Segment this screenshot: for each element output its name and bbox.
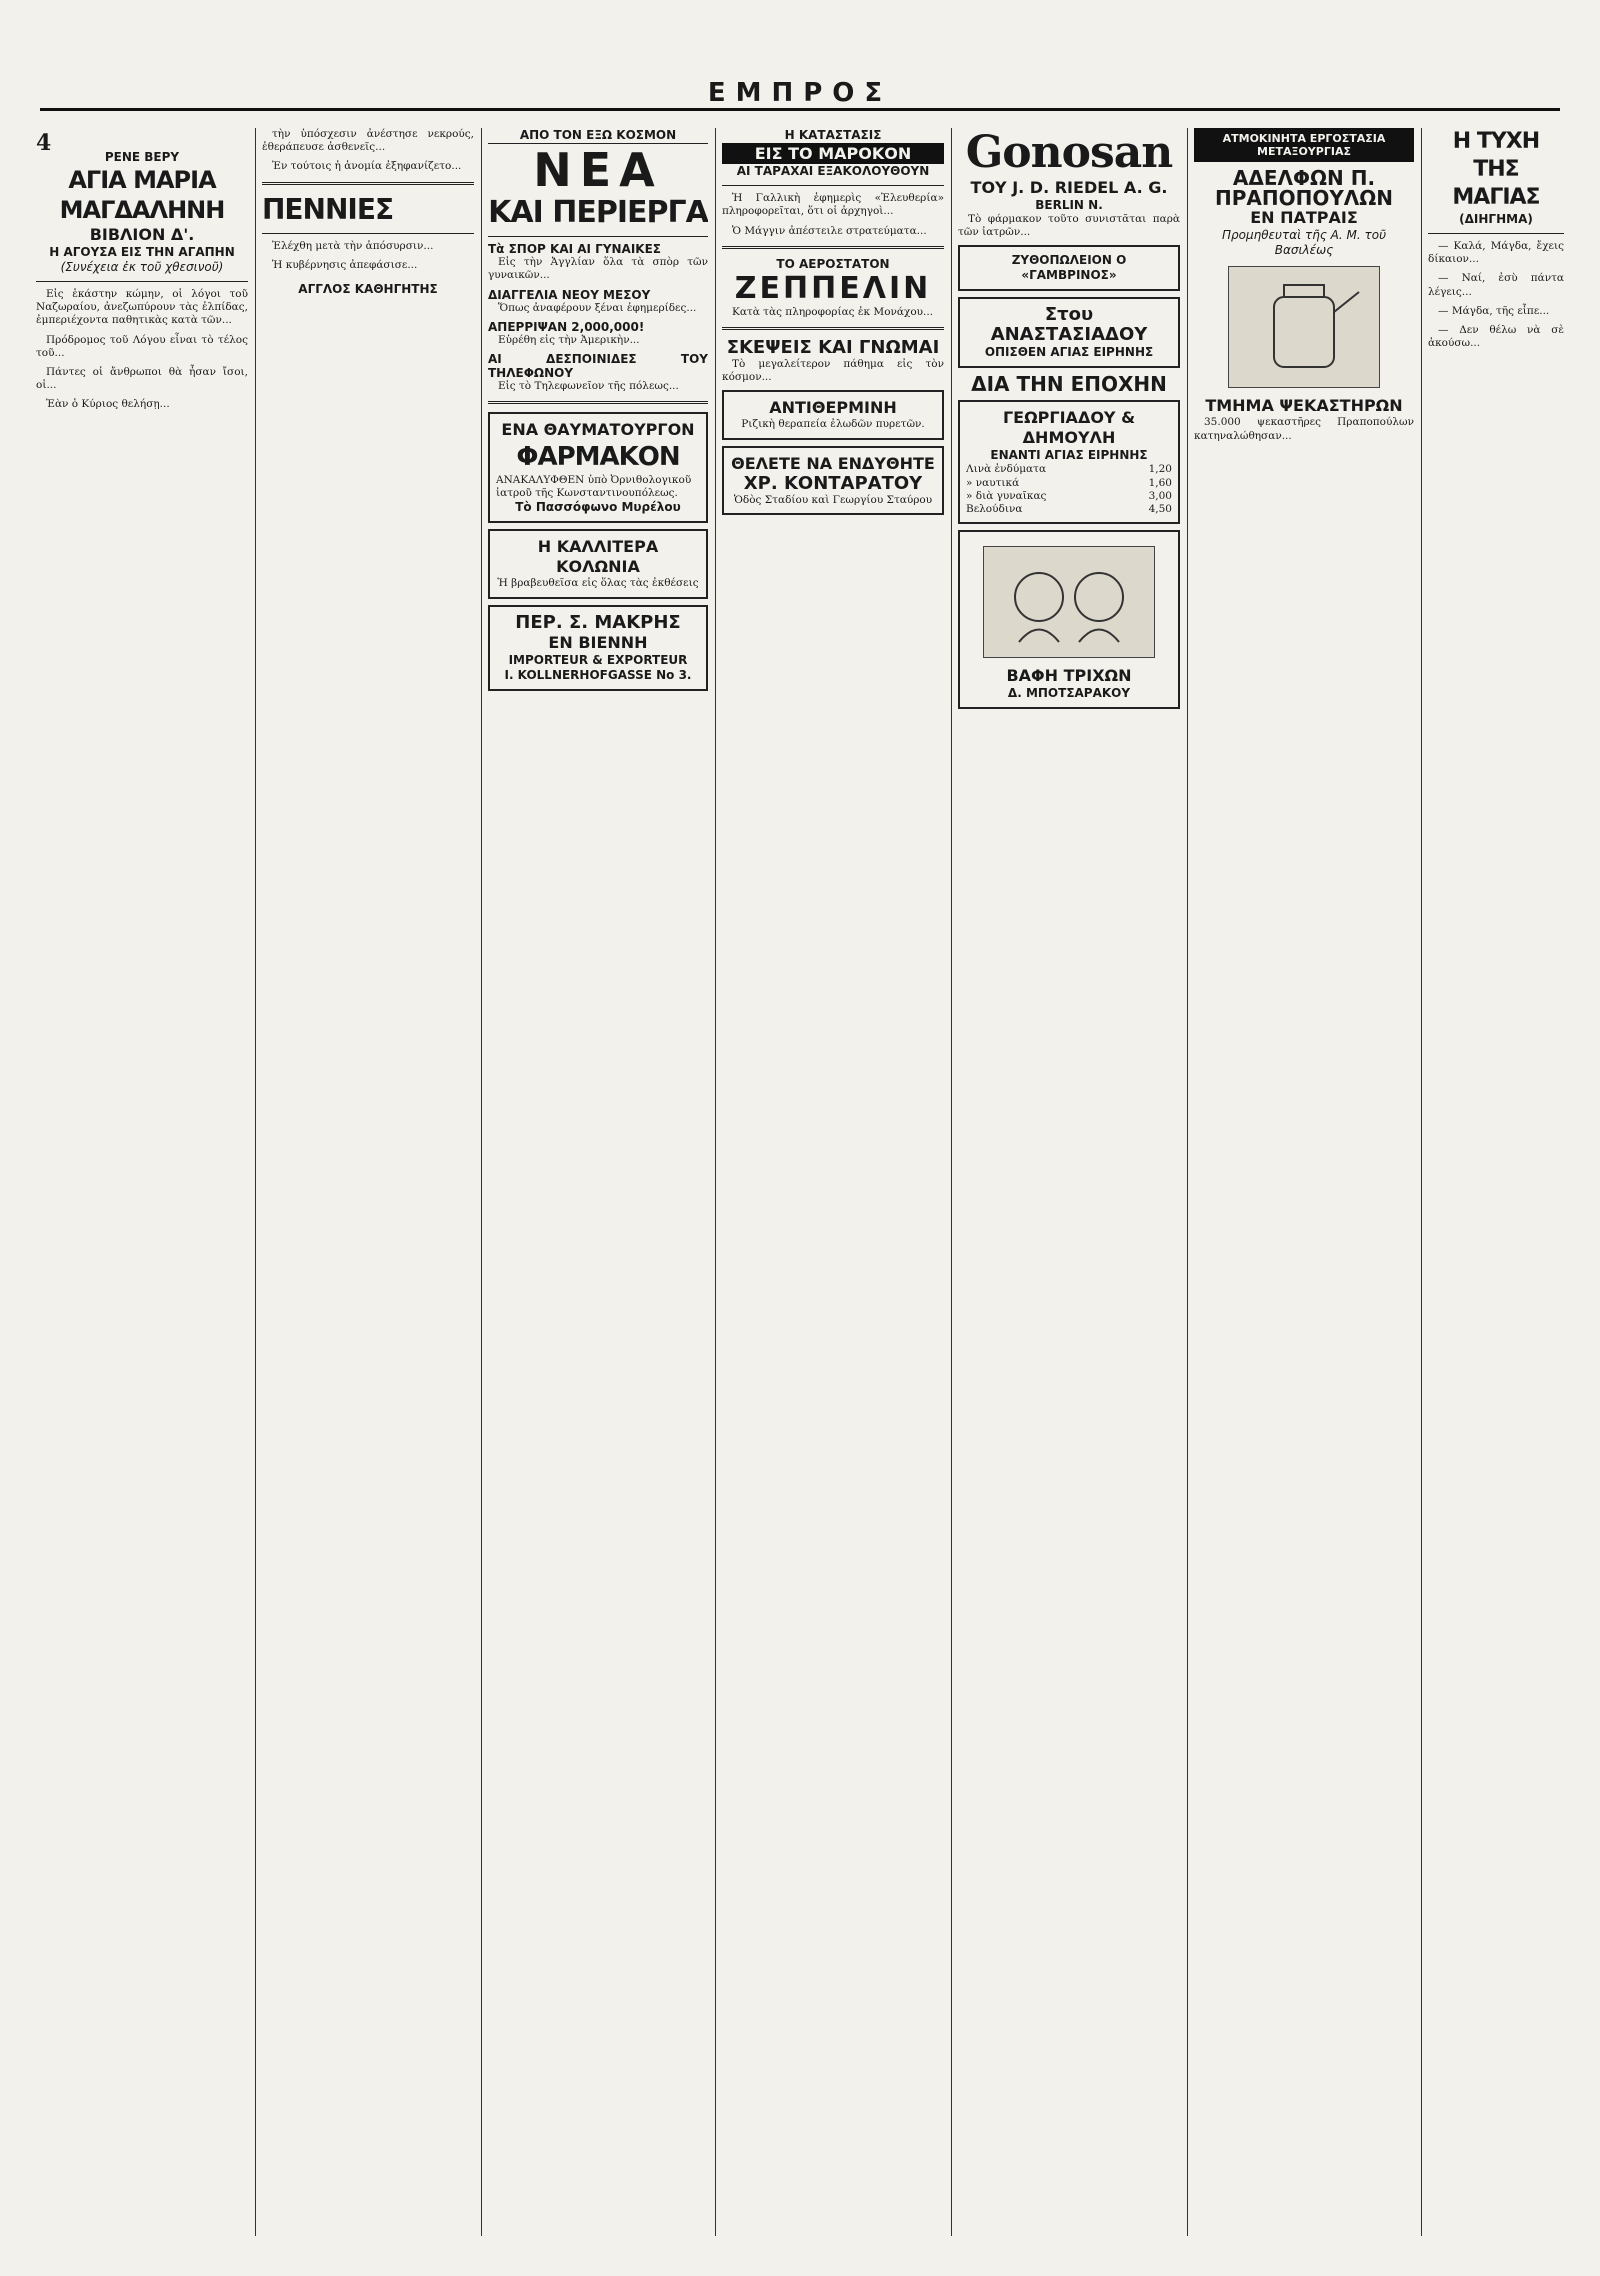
ad-address: Ὁδὸς Σταδίου καὶ Γεωργίου Σταύρου xyxy=(733,493,933,506)
article-title: ΣΚΕΨΕΙΣ ΚΑΙ ΓΝΩΜΑΙ xyxy=(726,337,940,359)
ad-brewery xyxy=(958,245,1180,291)
story-subtitle: (ΔΙΗΓΗΜΑ) xyxy=(1459,212,1533,226)
article-kicker: Η ΚΑΤΑΣΤΑΣΙΣ xyxy=(784,128,882,142)
ad-city: ΕΝ ΠΑΤΡΑΙΣ xyxy=(1250,208,1358,228)
paragraph: Ἐὰν ὁ Κύριος θελήσῃ... xyxy=(46,398,170,411)
signature: ΑΓΓΛΟΣ ΚΑΘΗΓΗΤΗΣ xyxy=(298,282,438,297)
serial-kicker: ΡΕΝΕ ΒΕΡΥ xyxy=(104,150,180,164)
column-rule xyxy=(255,128,256,2236)
ad-city: BERLIN N. xyxy=(1035,198,1103,212)
paragraph: — Καλά, Μάγδα, ἔχεις δίκαιον... xyxy=(1428,240,1564,266)
column-3 xyxy=(488,128,708,2236)
ad-title: ΕΝΑ ΘΑΥΜΑΤΟΥΡΓΟΝ xyxy=(501,420,695,440)
price-value: 3,00 xyxy=(1148,489,1172,502)
item-head: Τὰ ΣΠΟΡ ΚΑΙ ΑΙ ΓΥΝΑΙΚΕΣ xyxy=(488,242,662,256)
section-title: ΠΕΝΝΙΕΣ xyxy=(262,192,394,226)
sprayer-illustration xyxy=(1228,266,1380,388)
column-rule xyxy=(1421,128,1422,2236)
price-item: » ναυτικά xyxy=(966,476,1020,489)
ad-pharmacy xyxy=(488,412,708,523)
serial-title: ΑΓΙΑ ΜΑΡΙΑ ΜΑΓΔΑΛΗΝΗ xyxy=(59,166,225,224)
paragraph: Τὸ μεγαλείτερον πάθημα εἰς τὸν κόσμον... xyxy=(722,358,944,384)
serial-book: ΒΙΒΛΙΟΝ Δ'. xyxy=(89,225,195,244)
portrait-icon xyxy=(994,557,1144,647)
paragraph: — Δεν θέλω νὰ σὲ ἀκούσω... xyxy=(1428,324,1564,350)
paragraph: Ἐλέχθη μετὰ τὴν ἀπόσυρσιν... xyxy=(272,239,434,252)
ad-hair-dye xyxy=(958,530,1180,709)
price-row xyxy=(966,477,1172,490)
ad-dept: ΤΜΗΜΑ ΨΕΚΑΣΤΗΡΩΝ xyxy=(1205,396,1403,416)
column-2 xyxy=(262,128,474,2236)
paragraph: Εἰς τὴν Ἀγγλίαν ὅλα τὰ σπὸρ τῶν γυναικῶν... xyxy=(488,256,708,282)
ad-sub: Προμηθευταὶ τῆς Α. Μ. τοῦ Βασιλέως xyxy=(1221,228,1387,258)
paragraph: Πρόδρομος τοῦ Λόγου εἶναι τὸ τέλος τοῦ... xyxy=(36,333,248,359)
article-kicker: ΤΟ ΑΕΡΟΣΤΑΤΟΝ xyxy=(776,256,890,271)
paragraph: Εὑρέθη εἰς τὴν Ἀμερικὴν... xyxy=(498,334,640,347)
ad-address: ΟΠΙΣΘΕΝ ΑΓΙΑΣ ΕΙΡΗΝΗΣ xyxy=(984,345,1154,360)
ad-maker: ΤΟΥ J. D. RIEDEL A. G. xyxy=(970,178,1168,197)
ad-text: Τὸ φάρμακον τοῦτο συνιστᾶται παρὰ τῶν ἰατρῶν... xyxy=(958,213,1180,239)
price-value: 1,60 xyxy=(1148,476,1172,489)
item-head: ΔΙΑΓΓΕΛΙΑ ΝΕΟΥ ΜΕΣΟΥ xyxy=(488,287,651,302)
ad-line: IMPORTEUR & EXPORTEUR xyxy=(508,652,688,667)
column-rule xyxy=(951,128,952,2236)
ad-address: I. KOLLNERHOFGASSE Nο 3. xyxy=(504,667,692,682)
column-ads xyxy=(958,128,1414,2236)
ad-name: Δ. ΜΠΟΤΣΑΡΑΚΟΥ xyxy=(1007,686,1131,701)
newspaper-name: ΕΜΠΡΟΣ xyxy=(707,78,893,108)
section-title: ΝΕΑ xyxy=(533,143,663,197)
ad-title: ΖΥΘΟΠΩΛΕΙΟΝ Ο «ΓΑΜΒΡΙΝΟΣ» xyxy=(1011,253,1127,283)
price-row xyxy=(966,503,1172,516)
ad-name: ΑΔΕΛΦΩΝ Π. ΠΡΑΠΟΠΟΥΛΩΝ xyxy=(1214,166,1394,211)
item-head: ΑΠΕΡΡΙΨΑΝ 2,000,000! xyxy=(488,320,645,335)
column-4 xyxy=(722,128,944,2236)
paragraph: — Μάγδα, τῆς εἶπε... xyxy=(1438,304,1550,317)
column-7 xyxy=(1428,128,1564,2236)
section-subtitle: ΚΑΙ ΠΕΡΙΕΡΓΑ xyxy=(488,195,708,230)
ad-title: ΘΕΛΕΤΕ ΝΑ ΕΝΔΥΘΗΤΕ xyxy=(731,453,935,473)
ad-brand: Gonosan xyxy=(965,128,1173,178)
price-row xyxy=(966,490,1172,503)
paragraph: Ἡ κυβέρνησις ἀπεφάσισε... xyxy=(272,258,418,271)
ad-title: ΔΙΑ ΤΗΝ ΕΠΟΧΗΝ xyxy=(971,372,1167,397)
price-row xyxy=(966,463,1172,476)
column-rule xyxy=(715,128,716,2236)
price-item: » διὰ γυναῖκας xyxy=(966,489,1047,502)
ad-line: ΕΝ ΒΙΕΝΝΗ xyxy=(548,632,648,652)
paragraph: Ἐν τούτοις ἡ ἀνομία ἐξηφανίζετο... xyxy=(272,160,462,173)
portrait-illustration xyxy=(983,546,1155,658)
ad-georgiadou xyxy=(958,400,1180,524)
column-1 xyxy=(36,150,248,2236)
paragraph: Ὅπως ἀναφέρουν ξέναι ἐφημερίδες... xyxy=(498,301,697,314)
article-subtitle: ΑΙ ΤΑΡΑΧΑΙ ΕΞΑΚΟΛΟΥΘΟΥΝ xyxy=(736,164,930,179)
ad-antithermine xyxy=(722,390,944,439)
ad-brand: Τὸ Πασσόφωνο Μυρέλου xyxy=(515,500,681,515)
ad-anastasiadou xyxy=(958,297,1180,368)
paragraph: Κατὰ τὰς πληροφορίας ἐκ Μονάχου... xyxy=(732,305,934,318)
ad-title-2: ΦΑΡΜΑΚΟΝ xyxy=(516,442,680,473)
ad-name: ΧΡ. ΚΟΝΤΑΡΑΤΟΥ xyxy=(743,472,923,494)
paragraph: τὴν ὑπόσχεσιν ἀνέστησε νεκρούς, ἐθεράπευσε ἀσθενεῖς... xyxy=(262,128,474,154)
ad-cologne xyxy=(488,529,708,598)
ad-importer xyxy=(488,605,708,691)
article-title: ΖΕΠΠΕΛΙΝ xyxy=(734,270,932,306)
ad-title: Η ΚΑΛΛΙΤΕΡΑ ΚΟΛΩΝΙΑ xyxy=(537,537,659,577)
ad-name: ΓΕΩΡΓΙΑΔΟΥ & ΔΗΜΟΥΛΗ xyxy=(1002,408,1136,448)
article-title: ΕΙΣ ΤΟ ΜΑΡΟΚΟΝ xyxy=(722,143,944,164)
column-rule xyxy=(481,128,482,2236)
ad-text: Ριζικὴ θεραπεία ἐλωδῶν πυρετῶν. xyxy=(741,418,925,431)
ad-title: ΑΤΜΟΚΙΝΗΤΑ ΕΡΓΟΣΤΑΣΙΑ ΜΕΤΑΞΟΥΡΓΙΑΣ xyxy=(1194,128,1414,162)
ad-title: ΑΝΤΙΘΕΡΜΙΝΗ xyxy=(769,398,897,418)
page-number: 4 xyxy=(36,130,52,156)
paragraph: Εἰς ἑκάστην κώμην, οἱ λόγοι τοῦ Ναζωραίου, ἀνεζωπύρουν τὰς ἐλπίδας, ἐμπεριέχοντα παθητικὰς κατὰ τῶν... xyxy=(36,288,248,327)
price-item: Λινὰ ἐνδύματα xyxy=(966,463,1047,476)
price-list xyxy=(966,463,1172,516)
sprayer-icon xyxy=(1244,277,1364,377)
story-title: Η ΤΥΧΗ ΤΗΣ ΜΑΓΙΑΣ xyxy=(1452,129,1540,210)
price-value: 4,50 xyxy=(1148,503,1172,516)
ad-text: Ἡ βραβευθεῖσα εἰς ὅλας τὰς ἐκθέσεις xyxy=(497,577,699,590)
masthead xyxy=(40,78,1560,111)
paragraph: Ἡ Γαλλικὴ ἐφημερὶς «Ἐλευθερία» πληροφορεῖται, ὅτι οἱ ἀρχηγοὶ... xyxy=(722,192,944,218)
serial-chapter: Η ΑΓΟΥΣΑ ΕΙΣ ΤΗΝ ΑΓΑΠΗΝ xyxy=(49,245,235,259)
paragraph: Ὁ Μάγγιν ἀπέστειλε στρατεύματα... xyxy=(732,224,927,237)
ad-clothing xyxy=(722,446,944,515)
ad-text: ΑΝΑΚΑΛΥΦΘΕΝ ὑπὸ Ὀρνιθολογικοῦ ἰατροῦ τῆς Κωνσταντινουπόλεως. xyxy=(496,474,692,500)
paragraph: — Ναί, ἐσὺ πάντα λέγεις... xyxy=(1428,272,1564,298)
ad-title: ΠΕΡ. Σ. ΜΑΚΡΗΣ xyxy=(515,611,681,633)
price-value: 1,20 xyxy=(1148,463,1172,476)
ad-address: ΕΝΑΝΤΙ ΑΓΙΑΣ ΕΙΡΗΝΗΣ xyxy=(990,448,1148,463)
paragraph: Πάντες οἱ ἄνθρωποι θὰ ἦσαν ἴσοι, οἱ... xyxy=(36,366,248,392)
paragraph: Εἰς τὸ Τηλεφωνεῖον τῆς πόλεως... xyxy=(498,379,679,392)
serial-continued: (Συνέχεια ἐκ τοῦ χθεσινοῦ) xyxy=(60,260,224,274)
item-head: ΑΙ ΔΕΣΠΟΙΝΙΔΕΣ ΤΟΥ ΤΗΛΕΦΩΝΟΥ xyxy=(488,352,708,380)
ad-name: Στου ΑΝΑΣΤΑΣΙΑΔΟΥ xyxy=(990,304,1148,346)
price-item: Βελούδινα xyxy=(966,503,1023,516)
section-kicker: ΑΠΟ ΤΟΝ ΕΞΩ ΚΟΣΜΟΝ xyxy=(488,128,708,144)
ad-title: ΒΑΦΗ ΤΡΙΧΩΝ xyxy=(1006,666,1132,686)
ad-text: 35.000 ψεκαστῆρες Πραποπούλων κατηναλώθησαν... xyxy=(1194,416,1414,442)
